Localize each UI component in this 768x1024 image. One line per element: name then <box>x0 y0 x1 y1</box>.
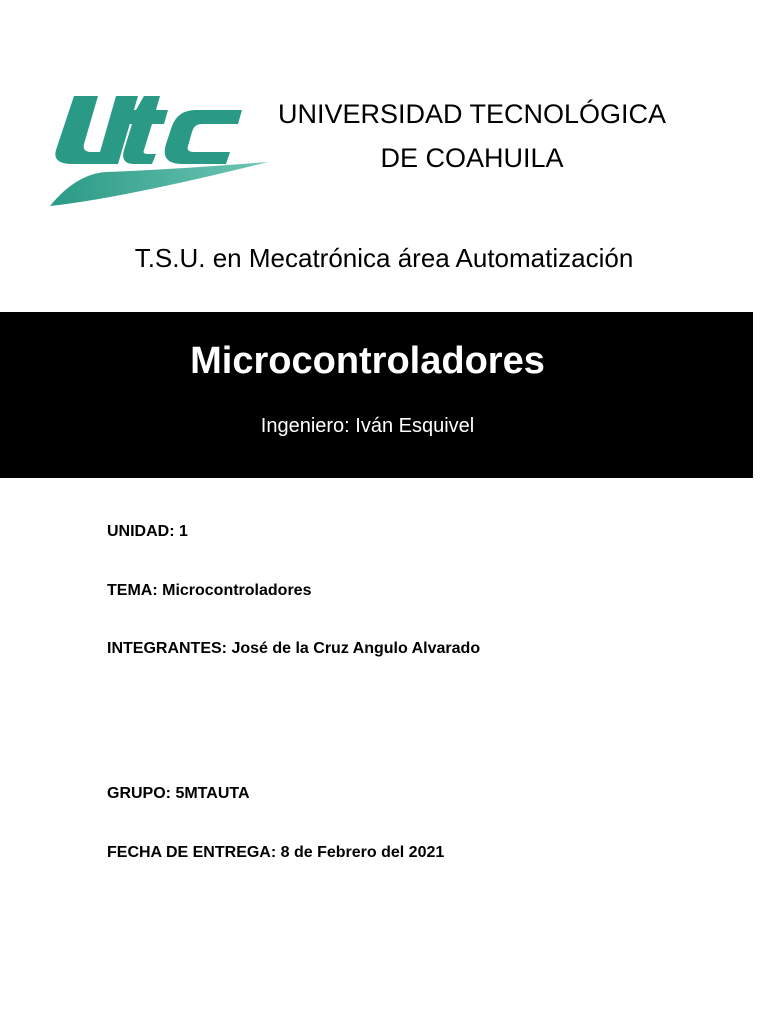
grupo-line <box>107 782 250 806</box>
fecha-label: FECHA DE ENTREGA: <box>107 844 277 861</box>
fecha-line <box>107 841 444 865</box>
university-name-line2: DE COAHUILA <box>380 143 564 173</box>
tema-line <box>107 579 311 603</box>
instructor-name: Ingeniero: Iván Esquivel <box>260 415 475 437</box>
grupo-value: 5MTAUTA <box>175 785 250 802</box>
unidad-line <box>107 520 188 544</box>
unidad-value: 1 <box>179 523 188 540</box>
fecha-value: 8 de Febrero del 2021 <box>280 844 445 861</box>
university-name <box>270 92 674 180</box>
integrantes-line <box>107 637 480 661</box>
integrantes-label: INTEGRANTES: <box>107 640 227 657</box>
utc-logo-icon <box>46 88 272 210</box>
university-name-line1: UNIVERSIDAD TECNOLÓGICA <box>277 99 667 129</box>
integrantes-value: José de la Cruz Angulo Alvarado <box>231 640 481 657</box>
course-title: Microcontroladores <box>190 340 545 382</box>
tema-label: TEMA: <box>107 582 158 599</box>
unidad-label: UNIDAD: <box>107 523 175 540</box>
grupo-label: GRUPO: <box>107 785 171 802</box>
program-title: T.S.U. en Mecatrónica área Automatización <box>134 243 634 273</box>
tema-value: Microcontroladores <box>162 582 312 599</box>
